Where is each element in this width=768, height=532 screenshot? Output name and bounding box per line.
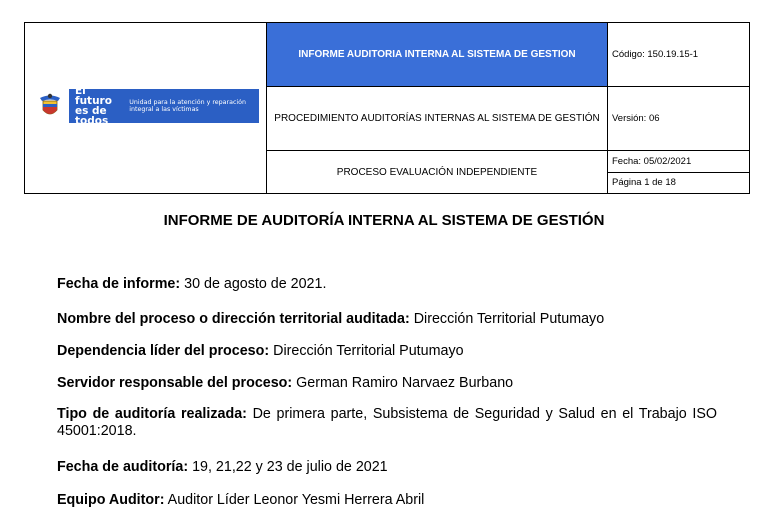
field-equipo-auditor bbox=[57, 492, 717, 509]
logo-entity-name: Unidad para la atención y reparación integral a las víctimas bbox=[129, 99, 247, 113]
field-proceso-auditado bbox=[57, 311, 717, 328]
document-title: INFORME DE AUDITORÍA INTERNA AL SISTEMA DE GESTIÓN bbox=[163, 212, 605, 229]
field-label: Dependencia líder del proceso: bbox=[57, 343, 270, 359]
institution-logo bbox=[33, 85, 259, 127]
logo-tagline: El futuro es de todos bbox=[75, 85, 112, 127]
date-page-cell bbox=[608, 151, 750, 194]
field-fecha-informe bbox=[57, 276, 717, 293]
document-version: Versión: 06 bbox=[608, 87, 750, 151]
document-date: Fecha: 05/02/2021 bbox=[608, 152, 749, 173]
field-value: De primera parte, Subsistema de Seguridad y Salud en el Trabajo ISO 45001:2018. bbox=[57, 406, 717, 439]
field-value: 30 de agosto de 2021. bbox=[184, 276, 327, 292]
field-dependencia bbox=[57, 343, 717, 360]
document-header-table bbox=[24, 22, 750, 194]
field-tipo-auditoria bbox=[57, 406, 717, 440]
field-label: Servidor responsable del proceso: bbox=[57, 375, 293, 391]
coat-of-arms-icon bbox=[35, 91, 65, 121]
field-value: 19, 21,22 y 23 de julio de 2021 bbox=[192, 459, 388, 475]
field-label: Fecha de auditoría: bbox=[57, 459, 189, 475]
field-label: Nombre del proceso o dirección territorial auditada: bbox=[57, 311, 410, 327]
field-value: Auditor Líder Leonor Yesmi Herrera Abril bbox=[167, 492, 425, 508]
document-code: Código: 150.19.15-1 bbox=[608, 23, 750, 87]
field-label: Tipo de auditoría realizada: bbox=[57, 406, 247, 422]
field-label: Equipo Auditor: bbox=[57, 492, 165, 508]
page-number: Página 1 de 18 bbox=[612, 177, 676, 188]
field-value: Dirección Territorial Putumayo bbox=[273, 343, 464, 359]
field-servidor bbox=[57, 375, 717, 392]
field-value: Dirección Territorial Putumayo bbox=[413, 311, 605, 327]
field-label: Fecha de informe: bbox=[57, 276, 181, 292]
field-value: German Ramiro Narvaez Burbano bbox=[296, 375, 514, 391]
process-title: PROCESO EVALUACIÓN INDEPENDIENTE bbox=[267, 151, 608, 194]
procedure-title: PROCEDIMIENTO AUDITORÍAS INTERNAS AL SISTEMA DE GESTIÓN bbox=[267, 87, 608, 151]
field-fecha-auditoria bbox=[57, 459, 717, 476]
report-type-title: INFORME AUDITORIA INTERNA AL SISTEMA DE GESTION bbox=[267, 23, 608, 87]
logo-cell bbox=[25, 23, 267, 194]
